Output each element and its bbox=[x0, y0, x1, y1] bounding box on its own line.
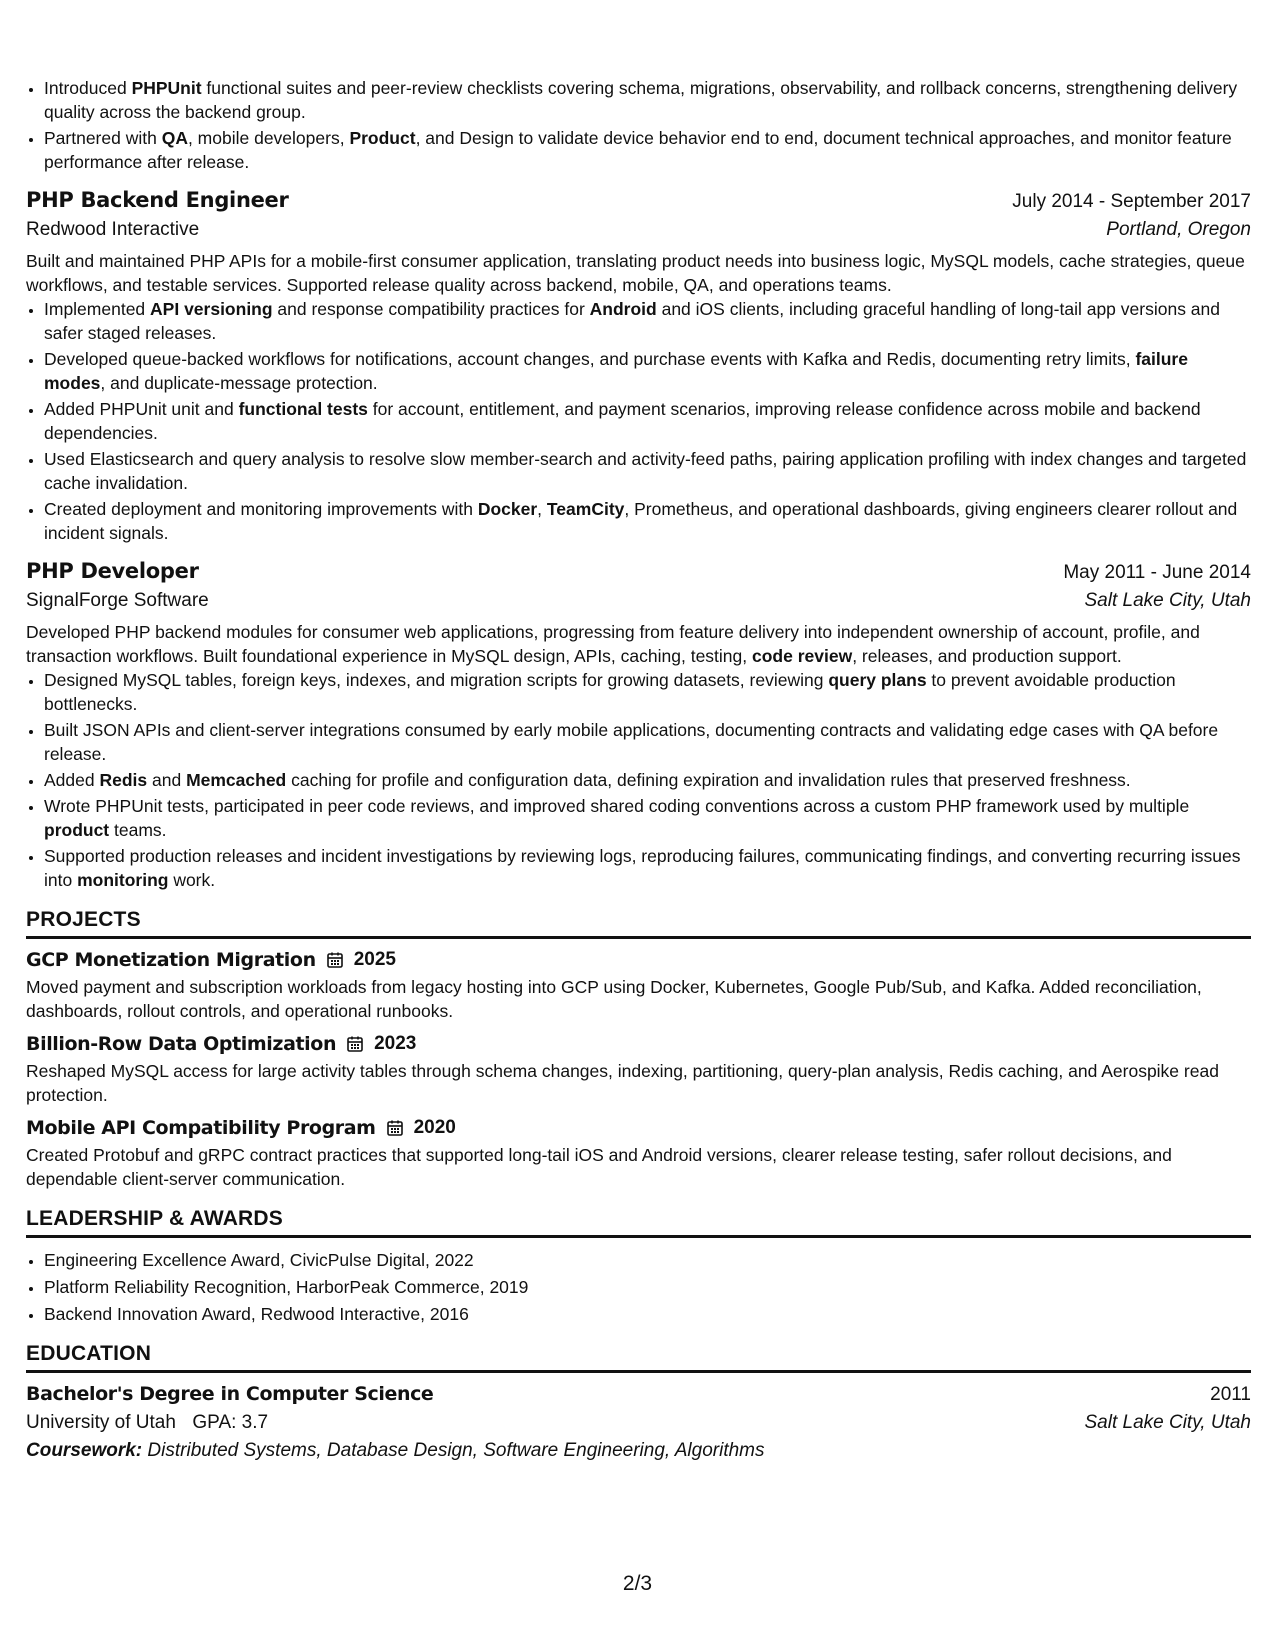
award-item: • Backend Innovation Award, Redwood Interactive, 2016 bbox=[44, 1302, 1251, 1326]
bullet-item bbox=[44, 768, 1251, 792]
bold-text: failure modes bbox=[44, 349, 1188, 393]
text: , mobile developers, bbox=[187, 128, 350, 148]
bullet-item bbox=[44, 844, 1251, 892]
bold-text: Memcached bbox=[186, 770, 287, 790]
award-item: • Engineering Excellence Award, CivicPulse Digital, 2022 bbox=[44, 1248, 1251, 1272]
bold-text: code review bbox=[752, 646, 853, 666]
project-description: Moved payment and subscription workloads from legacy hosting into GCP using Docker, Kubernetes, Google Pub/Sub, and Kafka. Added reconciliation, dashboards, rollout controls, and operational runbooks. bbox=[26, 977, 1202, 1021]
text: Built and maintained PHP APIs for a mobile-first consumer application, translating product needs into business logic, MySQL models, cache strategies, queue workflows, and testable services. Supported release quality across backend, mobile, QA, and operations teams. bbox=[26, 251, 1245, 295]
job-bullet-list bbox=[26, 668, 1251, 892]
project-description: Reshaped MySQL access for large activity tables through schema changes, indexing, partitioning, query-plan analysis, Redis caching, and Aerospike read protection. bbox=[26, 1061, 1219, 1105]
bullet-item bbox=[44, 447, 1251, 495]
text: and bbox=[147, 770, 187, 790]
awards-section-title: LEADERSHIP & AWARDS bbox=[26, 1207, 1251, 1238]
text: , and Design to validate device behavior end to end, document technical approaches, and monitor feature performance after release. bbox=[44, 128, 1232, 172]
bold-text: API versioning bbox=[150, 299, 273, 319]
text: and iOS clients, including graceful handling of long-tail app versions and safer staged releases. bbox=[44, 299, 1220, 343]
coursework-label: Coursework: bbox=[26, 1440, 143, 1461]
calendar-icon bbox=[346, 1035, 364, 1053]
text: Introduced bbox=[44, 78, 132, 98]
text: Added bbox=[44, 770, 100, 790]
project-year: 2023 bbox=[374, 1033, 417, 1054]
gpa: GPA: 3.7 bbox=[192, 1412, 269, 1433]
coursework-list: Distributed Systems, Database Design, Software Engineering, Algorithms bbox=[142, 1440, 765, 1461]
bold-text: product bbox=[44, 820, 110, 840]
bullet-item bbox=[44, 794, 1251, 842]
text: Supported production releases and incident investigations by reviewing logs, reproducing failures, communicating findings, and converting recurring issues into bbox=[44, 846, 1241, 890]
job-title: PHP Developer bbox=[26, 559, 199, 583]
project-year: 2020 bbox=[413, 1117, 456, 1138]
job-location: Salt Lake City, Utah bbox=[1084, 590, 1251, 611]
text: Wrote PHPUnit tests, participated in peer code reviews, and improved shared coding conventions across a custom PHP framework used by multiple bbox=[44, 796, 1190, 816]
text: and response compatibility practices for bbox=[272, 299, 590, 319]
job-bullet-list bbox=[26, 297, 1251, 545]
text: Added PHPUnit unit and bbox=[44, 399, 239, 419]
calendar-icon bbox=[386, 1119, 404, 1137]
text: , bbox=[537, 499, 547, 519]
text: Partnered with bbox=[44, 128, 162, 148]
job-summary bbox=[26, 249, 1251, 297]
project-name: GCP Monetization Migration bbox=[26, 949, 316, 971]
bold-text: TeamCity bbox=[546, 499, 625, 519]
bullet-item bbox=[44, 397, 1251, 445]
degree-title: Bachelor's Degree in Computer Science bbox=[26, 1383, 434, 1405]
project-entry bbox=[26, 1117, 1251, 1191]
text: Developed PHP backend modules for consumer web applications, progressing from feature delivery into independent ownership of account, profile, and transaction workflows. Built foundational experience in MySQL design, APIs, caching, testing, bbox=[26, 622, 1200, 666]
job-summary bbox=[26, 620, 1251, 668]
text: Built JSON APIs and client-server integrations consumed by early mobile applications, documenting contracts and validating edge cases with QA before release. bbox=[44, 720, 1219, 764]
company-name: Redwood Interactive bbox=[26, 219, 200, 240]
projects-section-title: PROJECTS bbox=[26, 908, 1251, 939]
bold-text: query plans bbox=[828, 670, 927, 690]
awards-list bbox=[26, 1248, 1251, 1326]
bullet-item bbox=[44, 347, 1251, 395]
job-dates: July 2014 - September 2017 bbox=[1012, 191, 1251, 212]
job-entry bbox=[26, 188, 1251, 545]
bullet-item bbox=[44, 297, 1251, 345]
text: Designed MySQL tables, foreign keys, indexes, and migration scripts for growing datasets, reviewing bbox=[44, 670, 829, 690]
bold-text: Redis bbox=[99, 770, 148, 790]
bold-text: Android bbox=[589, 299, 657, 319]
bold-text: PHPUnit bbox=[131, 78, 202, 98]
previous-job-bullet-list bbox=[26, 76, 1251, 174]
project-year: 2025 bbox=[353, 949, 396, 970]
text: for account, entitlement, and payment scenarios, improving release confidence across mobile and backend dependencies. bbox=[44, 399, 1201, 443]
job-dates: May 2011 - June 2014 bbox=[1063, 562, 1251, 583]
text: Developed queue-backed workflows for notifications, account changes, and purchase events with Kafka and Redis, documenting retry limits, bbox=[44, 349, 1136, 369]
bullet-item bbox=[44, 76, 1251, 124]
text: work. bbox=[168, 870, 216, 890]
company-name: SignalForge Software bbox=[26, 590, 209, 611]
projects-list bbox=[26, 949, 1251, 1191]
experience-list bbox=[26, 188, 1251, 892]
project-name: Billion-Row Data Optimization bbox=[26, 1033, 337, 1055]
text: functional suites and peer-review checklists covering schema, migrations, observability, and rollback concerns, strengthening delivery quality across the backend group. bbox=[44, 78, 1238, 122]
calendar-icon bbox=[326, 951, 344, 969]
project-name: Mobile API Compatibility Program bbox=[26, 1117, 376, 1139]
bold-text: Docker bbox=[477, 499, 538, 519]
text: , Prometheus, and operational dashboards, giving engineers clearer rollout and incident signals. bbox=[44, 499, 1238, 543]
text: , and duplicate-message protection. bbox=[100, 373, 378, 393]
graduation-year: 2011 bbox=[1210, 1384, 1251, 1405]
page-number: 2/3 bbox=[622, 1572, 653, 1595]
bold-text: functional tests bbox=[238, 399, 368, 419]
text: , releases, and production support. bbox=[852, 646, 1122, 666]
text: teams. bbox=[109, 820, 167, 840]
text: Implemented bbox=[44, 299, 151, 319]
resume-page bbox=[26, 76, 1251, 1462]
text: to prevent avoidable production bottlenecks. bbox=[44, 670, 1176, 714]
job-location: Portland, Oregon bbox=[1106, 219, 1251, 240]
education-section-title: EDUCATION bbox=[26, 1342, 1251, 1373]
project-entry bbox=[26, 949, 1251, 1023]
bold-text: QA bbox=[161, 128, 188, 148]
coursework bbox=[26, 1440, 1251, 1462]
bold-text: monitoring bbox=[77, 870, 169, 890]
bullet-item bbox=[44, 497, 1251, 545]
bold-text: Product bbox=[349, 128, 416, 148]
bullet-item bbox=[44, 126, 1251, 174]
bullet-item bbox=[44, 668, 1251, 716]
bullet-item bbox=[44, 718, 1251, 766]
job-title: PHP Backend Engineer bbox=[26, 188, 289, 212]
project-entry bbox=[26, 1033, 1251, 1107]
job-entry bbox=[26, 559, 1251, 892]
education-entry bbox=[26, 1383, 1251, 1462]
project-description: Created Protobuf and gRPC contract practices that supported long-tail iOS and Android versions, clearer release testing, safer rollout decisions, and dependable client-server communication. bbox=[26, 1145, 1172, 1189]
school-location: Salt Lake City, Utah bbox=[1084, 1412, 1251, 1433]
text: Used Elasticsearch and query analysis to resolve slow member-search and activity-feed paths, pairing application profiling with index changes and targeted cache invalidation. bbox=[44, 449, 1247, 493]
award-item: • Platform Reliability Recognition, HarborPeak Commerce, 2019 bbox=[44, 1275, 1251, 1299]
text: Created deployment and monitoring improvements with bbox=[44, 499, 478, 519]
school-name: University of Utah bbox=[26, 1412, 176, 1433]
text: caching for profile and configuration data, defining expiration and invalidation rules that preserved freshness. bbox=[286, 770, 1131, 790]
